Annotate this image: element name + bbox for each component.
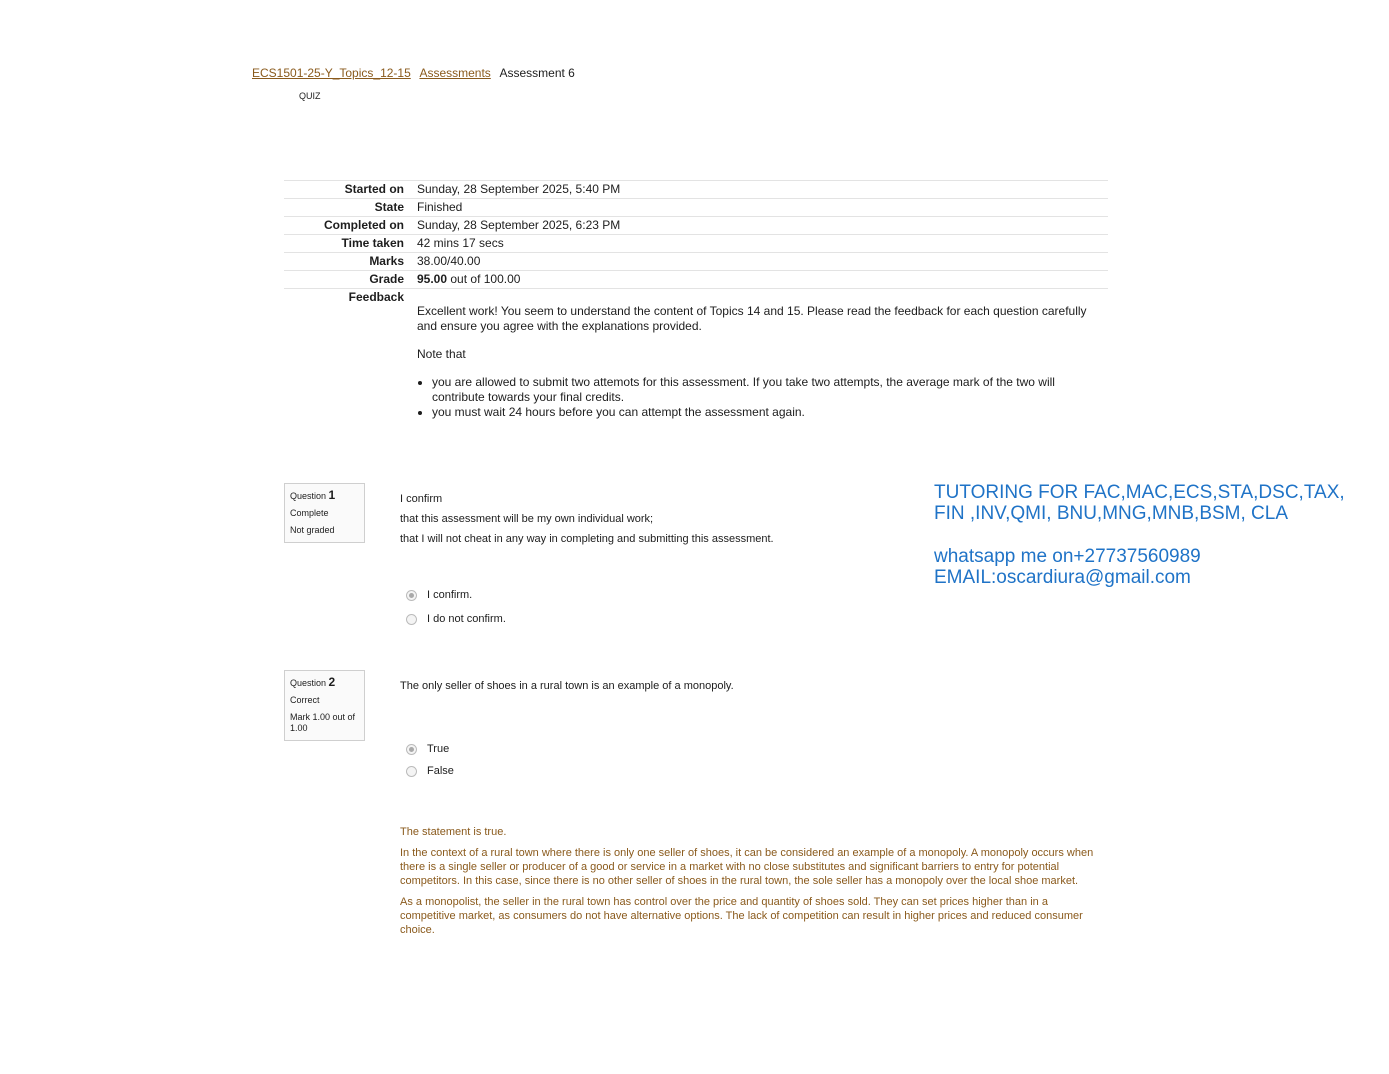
summary-row-started <box>284 181 1108 199</box>
page-subtitle: QUIZ <box>299 91 321 101</box>
radio-button-selected[interactable] <box>406 744 417 755</box>
summary-label: Time taken <box>284 235 417 253</box>
breadcrumb <box>252 66 575 80</box>
grade-value: 95.00 <box>417 272 448 286</box>
question-grade: Mark 1.00 out of 1.00 <box>290 712 356 733</box>
feedback-paragraph: In the context of a rural town where there is only one seller of shoes, it can be considered an example of a monopoly. A monopoly occurs when there is a single seller or producer of a good or service in a market with no close substitutes and significant barriers to entry for potential competitors. In this case, since there is no other seller of shoes in the rural town, the sole seller has a monopoly over the local shoe market. <box>400 847 1094 887</box>
feedback-paragraph: As a monopolist, the seller in the rural town has control over the price and quantity of shoes sold. They can set prices higher than in a competitive market, as consumers do not have alternative options. The lack of competition can result in higher prices and reduced consumer choice. <box>400 896 1083 936</box>
question-2-option-true[interactable] <box>406 743 449 755</box>
question-1-info <box>284 483 365 543</box>
promo-line: TUTORING FOR FAC,MAC,ECS,STA,DSC,TAX, FIN ,INV,QMI, BNU,MNG,MNB,BSM, CLA <box>934 482 1345 524</box>
summary-value: Finished <box>417 199 1108 217</box>
question-number: 2 <box>328 675 336 689</box>
promo-line: EMAIL:oscardiura@gmail.com <box>934 567 1191 588</box>
summary-value <box>417 271 1108 289</box>
breadcrumb-assessments-link[interactable]: Assessments <box>419 66 491 80</box>
summary-row-grade <box>284 271 1108 289</box>
question-2-general-feedback <box>400 825 1100 944</box>
question-label: Question <box>290 678 327 688</box>
question-1-text <box>400 489 774 549</box>
radio-button-selected[interactable] <box>406 590 417 601</box>
breadcrumb-current: Assessment 6 <box>499 66 575 80</box>
promo-line: whatsapp me on+27737560989 <box>934 546 1201 567</box>
question-text-line: The only seller of shoes in a rural town is an example of a monopoly. <box>400 680 734 692</box>
summary-value: Sunday, 28 September 2025, 5:40 PM <box>417 181 1108 199</box>
option-label: True <box>427 743 450 755</box>
summary-value: Sunday, 28 September 2025, 6:23 PM <box>417 217 1108 235</box>
question-state: Correct <box>290 695 320 705</box>
summary-row-marks <box>284 253 1108 271</box>
question-2-text <box>400 676 734 696</box>
question-text-line: that I will not cheat in any way in completing and submitting this assessment. <box>400 533 774 545</box>
summary-label: Feedback <box>284 289 417 422</box>
summary-label: Grade <box>284 271 417 289</box>
question-state: Complete <box>290 508 329 518</box>
question-grade: Not graded <box>290 525 335 535</box>
summary-label: Marks <box>284 253 417 271</box>
summary-label: Completed on <box>284 217 417 235</box>
attempt-summary-table <box>284 180 1108 421</box>
question-number: 1 <box>328 488 336 502</box>
question-2-info <box>284 670 365 741</box>
summary-row-feedback <box>284 289 1108 422</box>
breadcrumb-course-link[interactable]: ECS1501-25-Y_Topics_12-15 <box>252 66 411 80</box>
summary-row-time-taken <box>284 235 1108 253</box>
feedback-list-item: • you are allowed to submit two attemots for this assessment. If you take two attempts, the average mark of the two will contribute towards your final credits. <box>432 375 1108 405</box>
option-label: I confirm. <box>427 589 473 601</box>
tutoring-promo-overlay <box>934 482 1374 588</box>
question-text-line: I confirm <box>400 493 443 505</box>
question-1-option-confirm[interactable] <box>406 589 472 601</box>
question-2-option-false[interactable] <box>406 765 454 777</box>
summary-label: State <box>284 199 417 217</box>
summary-row-state <box>284 199 1108 217</box>
summary-label: Started on <box>284 181 417 199</box>
summary-value: 42 mins 17 secs <box>417 235 1108 253</box>
question-1-option-not-confirm[interactable] <box>406 613 506 625</box>
overall-feedback <box>417 289 1108 422</box>
feedback-list <box>417 375 1108 420</box>
feedback-note: Note that <box>417 347 466 361</box>
feedback-paragraph: The statement is true. <box>400 826 507 838</box>
grade-suffix: out of 100.00 <box>450 272 521 286</box>
question-text-line: that this assessment will be my own individual work; <box>400 513 654 525</box>
feedback-list-item: • you must wait 24 hours before you can attempt the assessment again. <box>432 405 1108 420</box>
summary-row-completed <box>284 217 1108 235</box>
question-label: Question <box>290 491 327 501</box>
radio-button[interactable] <box>406 766 417 777</box>
option-label: False <box>427 765 454 777</box>
option-label: I do not confirm. <box>427 613 506 625</box>
feedback-paragraph: Excellent work! You seem to understand the content of Topics 14 and 15. Please read the feedback for each question carefully and ensure you agree with the explanations provided. <box>417 304 1087 333</box>
radio-button[interactable] <box>406 614 417 625</box>
summary-value: 38.00/40.00 <box>417 253 1108 271</box>
